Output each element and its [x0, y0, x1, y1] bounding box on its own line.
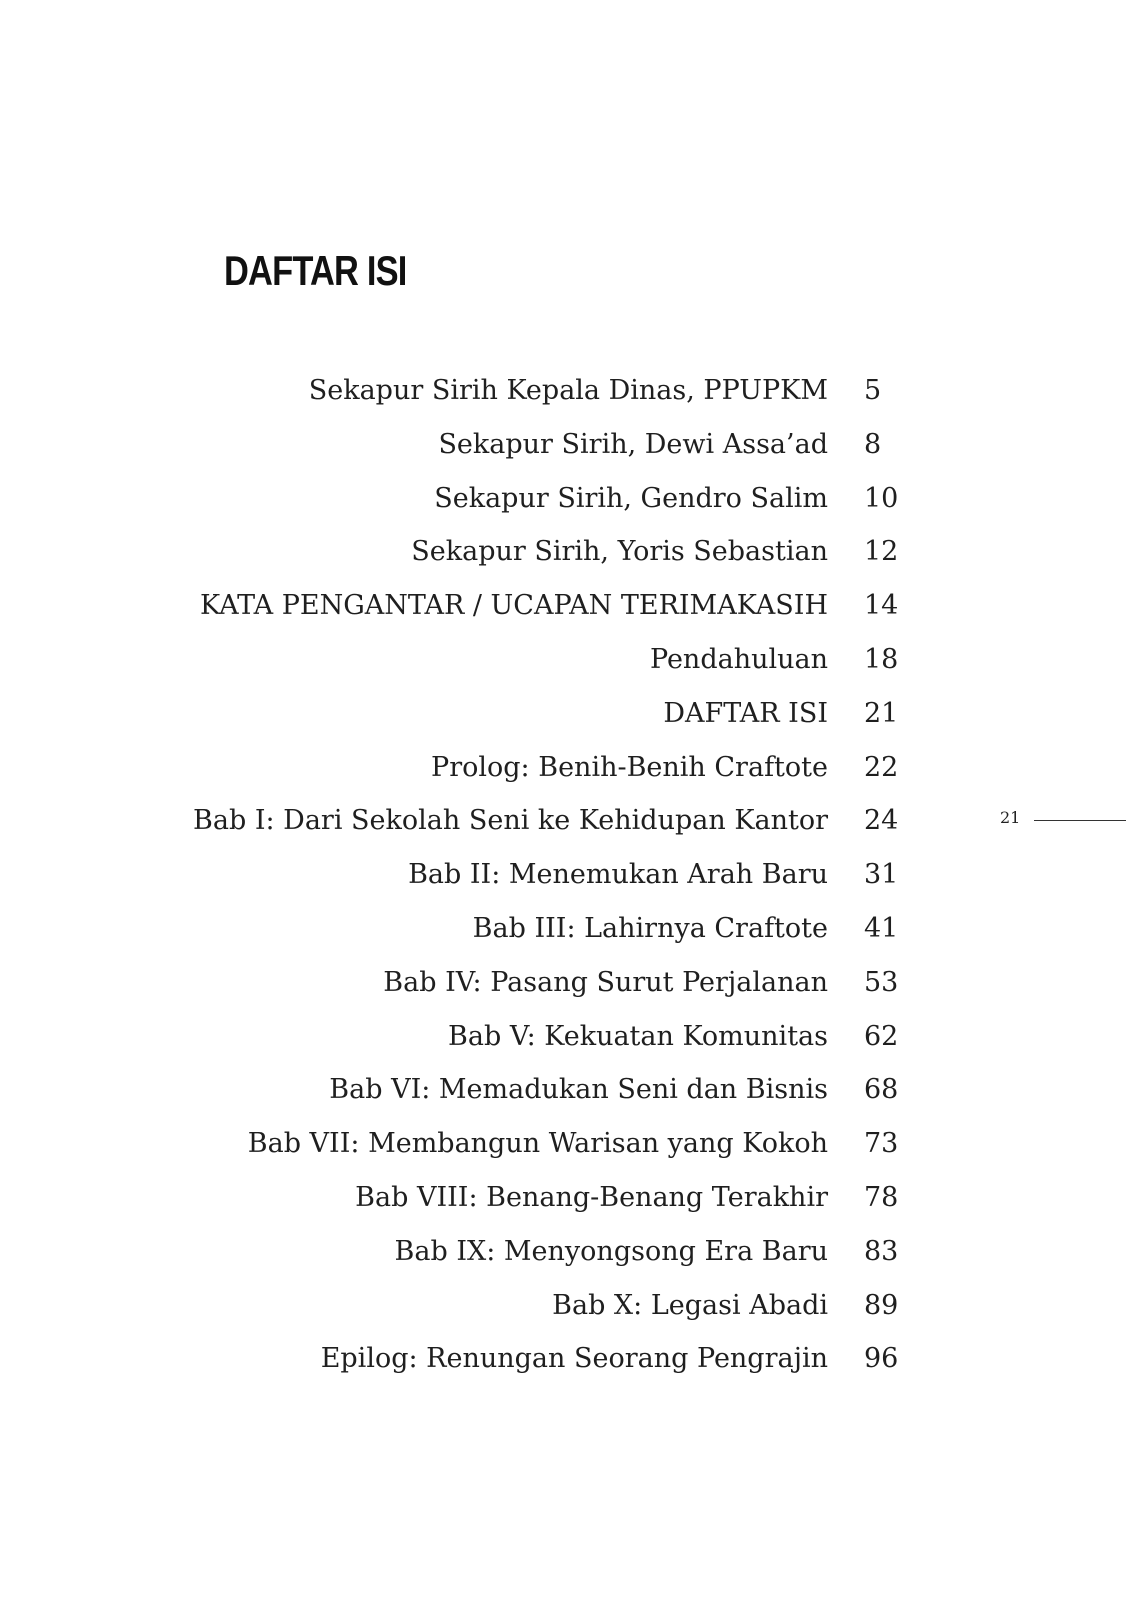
toc-entry-page: 68 [864, 1074, 899, 1106]
toc-entry[interactable] [0, 848, 1126, 902]
toc-entry[interactable] [0, 1010, 1126, 1064]
toc-entry-page: 73 [864, 1128, 899, 1160]
toc-entry-title: DAFTAR ISI [663, 697, 828, 729]
toc-entry-page: 96 [864, 1343, 899, 1375]
toc-entry[interactable] [0, 956, 1126, 1010]
toc-entry-title: Bab VII: Membangun Warisan yang Kokoh [247, 1128, 828, 1160]
toc-entry[interactable] [0, 1332, 1126, 1386]
toc-entry-page: 5 [864, 375, 882, 406]
toc-entry-page: 10 [864, 482, 899, 514]
toc-entry[interactable] [0, 633, 1126, 687]
toc-entry-page: 41 [864, 912, 899, 944]
toc-entry[interactable] [0, 579, 1126, 633]
toc-entry-title: Bab VIII: Benang-Benang Terakhir [355, 1181, 828, 1213]
toc-entry-title: Epilog: Renungan Seorang Pengrajin [320, 1343, 828, 1375]
toc-entry[interactable] [0, 687, 1126, 741]
page-title: DAFTAR ISI [224, 247, 407, 294]
page-number: 21 [1000, 808, 1021, 827]
toc-entry-title: Bab IX: Menyongsong Era Baru [394, 1235, 828, 1267]
toc-entry[interactable] [0, 794, 1126, 848]
toc-entry-page: 53 [864, 966, 899, 998]
toc-entry[interactable] [0, 364, 1126, 418]
toc-entry[interactable] [0, 1279, 1126, 1333]
toc-entry-page: 22 [864, 751, 899, 783]
toc-entry[interactable] [0, 418, 1126, 472]
toc-entry-title: Sekapur Sirih, Yoris Sebastian [411, 536, 828, 568]
toc-entry[interactable] [0, 1117, 1126, 1171]
toc-entry-title: Bab II: Menemukan Arah Baru [408, 859, 828, 891]
toc-entry[interactable] [0, 525, 1126, 579]
toc-entry-page: 24 [864, 805, 899, 837]
toc-entry-page: 12 [864, 536, 899, 568]
toc-entry[interactable] [0, 741, 1126, 795]
toc-entry-page: 31 [864, 859, 899, 891]
toc-entry-page: 8 [864, 428, 882, 460]
folio-rule [1034, 820, 1126, 821]
toc-entry-page: 83 [864, 1235, 899, 1267]
toc-entry-title: Bab VI: Memadukan Seni dan Bisnis [329, 1074, 828, 1106]
toc-entry-title: Bab III: Lahirnya Craftote [472, 912, 828, 944]
toc-entry-page: 89 [864, 1289, 899, 1321]
toc-entry-title: KATA PENGANTAR / UCAPAN TERIMAKASIH [200, 590, 828, 622]
toc-entry[interactable] [0, 1171, 1126, 1225]
toc-entry-page: 78 [864, 1181, 899, 1213]
toc-entry-title: Bab X: Legasi Abadi [552, 1289, 828, 1321]
toc-entry[interactable] [0, 472, 1126, 526]
toc-entry[interactable] [0, 1063, 1126, 1117]
toc-entry-page: 14 [864, 590, 899, 622]
toc-entry-title: Sekapur Sirih, Gendro Salim [434, 482, 828, 514]
toc-entry-page: 21 [864, 697, 899, 729]
toc-entry-page: 62 [864, 1020, 899, 1052]
toc-entry-title: Bab V: Kekuatan Komunitas [448, 1020, 828, 1052]
toc-entry-title: Bab IV: Pasang Surut Perjalanan [383, 966, 828, 998]
toc-entry-title: Prolog: Benih-Benih Craftote [431, 751, 828, 783]
toc-entry-title: Sekapur Sirih, Dewi Assa’ad [438, 428, 828, 460]
toc-entry-title: Sekapur Sirih Kepala Dinas, PPUPKM [308, 375, 828, 406]
toc-entry-title: Bab I: Dari Sekolah Seni ke Kehidupan Kantor [193, 805, 828, 837]
toc-entry[interactable] [0, 902, 1126, 956]
toc-entry-page: 18 [864, 643, 899, 675]
toc-entry-title: Pendahuluan [650, 643, 828, 675]
toc-entry[interactable] [0, 1225, 1126, 1279]
table-of-contents [0, 364, 1126, 1386]
